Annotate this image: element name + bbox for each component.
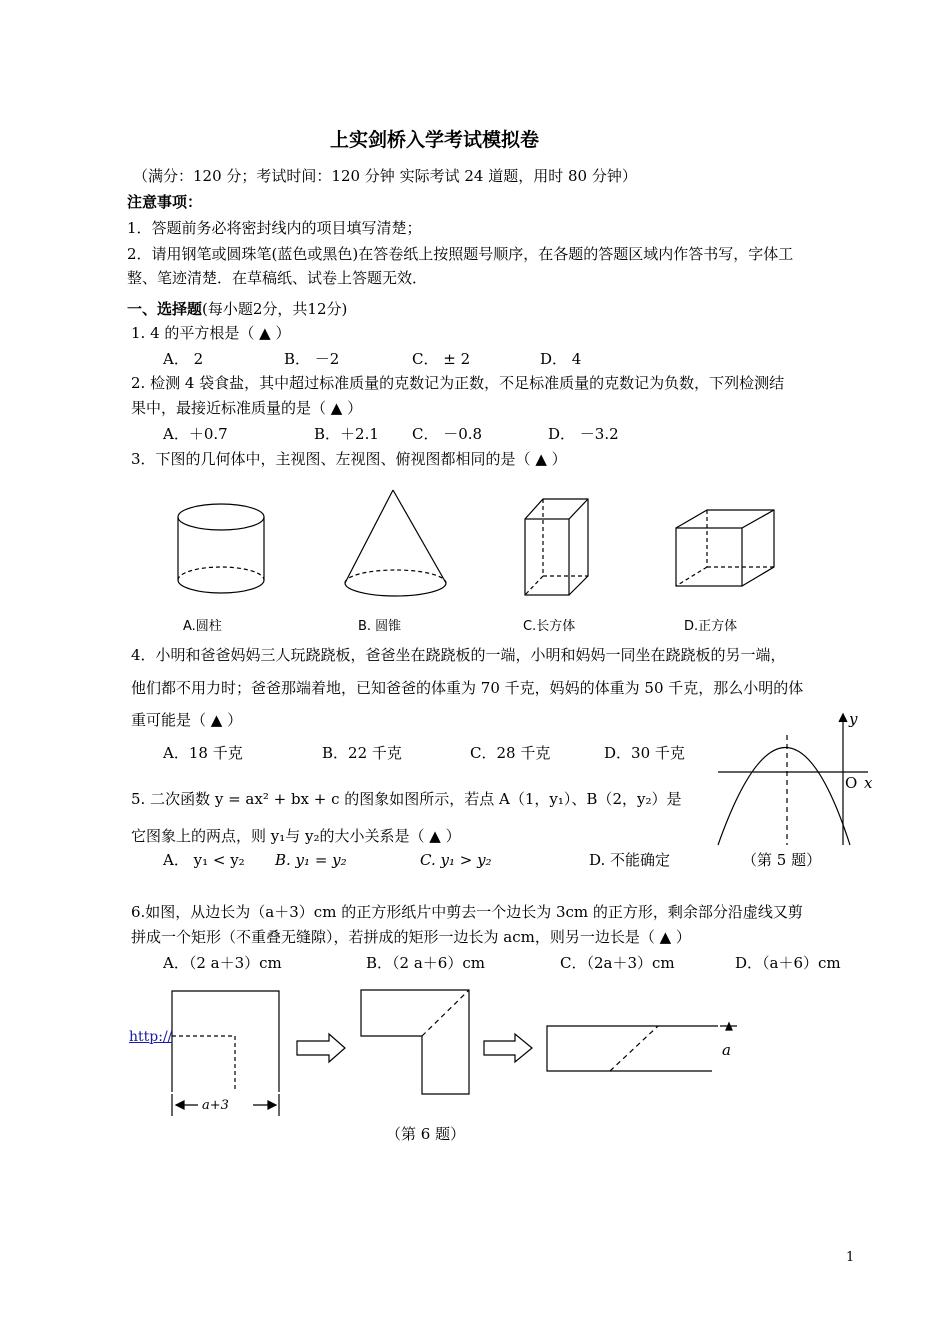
note-item: 1．答题前务必将密封线内的项目填写清楚； [127, 219, 422, 237]
note-item: 整、笔迹清楚．在草稿纸、试卷上答题无效． [127, 269, 428, 287]
page-number: 1 [846, 1250, 855, 1265]
q4-option-c: C．28 千克 [470, 744, 551, 762]
exam-info: （满分：120 分；考试时间：120 分钟 实际考试 24 道题，用时 80 分钟） [133, 167, 637, 185]
arrow-right-icon [484, 1034, 532, 1062]
q4-stem-line2: 他们都不用力时；爸爸那端着地，已知爸爸的体重为 70 千克，妈妈的体重为 50 千克，那么小明的体 [131, 679, 804, 697]
q6-stem-line1: 6.如图，从边长为（a＋3）cm 的正方形纸片中剪去一个边长为 3cm 的正方形，剩余部分沿虚线又剪 [131, 903, 803, 921]
q1-option-a: A． 2 [163, 350, 204, 368]
rectangle-figure [547, 1023, 737, 1071]
q4-stem-line3: 重可能是（ ▲ ） [131, 711, 243, 729]
cylinder-figure [178, 504, 264, 593]
axis-label-x: x [864, 774, 873, 792]
q6-stem-line2: 拼成一个矩形（不重叠无缝隙），若拼成的矩形一边长为 acm，则另一边长是（ ▲ ） [131, 928, 691, 946]
q6-option-d: D．（a＋6）cm [735, 954, 841, 972]
side-label: a [722, 1041, 731, 1059]
l-shape-figure [361, 990, 469, 1094]
http-link[interactable]: http:// [129, 1029, 173, 1045]
origin-label: O [845, 774, 858, 792]
section-note: (每小题2分，共12分) [202, 300, 348, 318]
notes-heading: 注意事项： [127, 193, 203, 211]
arrow-right-icon [297, 1034, 345, 1062]
q6-option-b: B．（2 a＋6）cm [366, 954, 485, 972]
q2-option-b: B．＋2.1 [314, 425, 379, 443]
q5-figure-caption: （第 5 题） [742, 851, 822, 869]
q3-caption-a: A.圆柱 [183, 619, 222, 634]
q6-option-a: A．（2 a＋3）cm [163, 954, 282, 972]
parabola-curve [718, 748, 850, 846]
page-title: 上实剑桥入学考试模拟卷 [330, 129, 540, 151]
section-label: 一、选择题 [127, 300, 203, 318]
q2-stem-line1: 2. 检测 4 袋食盐，其中超过标准质量的克数记为正数，不足标准质量的克数记为负数，下列检测结 [131, 374, 785, 392]
q1-option-b: B． －2 [284, 350, 340, 368]
q4-option-a: A．18 千克 [163, 744, 243, 762]
cube-figure [676, 510, 774, 586]
q4-option-b: B．22 千克 [322, 744, 402, 762]
q2-option-c: C． －0.8 [412, 425, 483, 443]
q1-option-c: C． ± 2 [412, 350, 471, 368]
q2-stem-line2: 果中，最接近标准质量的是（ ▲ ） [131, 399, 363, 417]
q5-stem-line2: 它图象上的两点，则 y₁与 y₂的大小关系是（ ▲ ） [131, 827, 461, 845]
q2-option-a: A．＋0.7 [163, 425, 228, 443]
q5-option-d: D. 不能确定 [589, 851, 671, 869]
q5-stem-line1: 5. 二次函数 y = ax² + bx + c 的图象如图所示，若点 A（1，y₁）、B（2，y₂）是 [131, 790, 682, 808]
q3-caption-c: C.长方体 [523, 619, 576, 634]
q3-caption-d: D.正方体 [684, 619, 738, 634]
axis-label-y: y [849, 710, 858, 728]
q5-option-b: B. y₁ = y₂ [275, 851, 347, 869]
q1-option-d: D． 4 [540, 350, 582, 368]
q6-option-c: C．（2a＋3）cm [560, 954, 675, 972]
dimension-label: a+3 [202, 1098, 229, 1113]
q4-stem-line1: 4．小明和爸爸妈妈三人玩跷跷板，爸爸坐在跷跷板的一端，小明和妈妈一同坐在跷跷板的另一端， [131, 646, 786, 664]
q5-option-c: C. y₁ > y₂ [420, 851, 492, 869]
cuboid-figure [525, 499, 588, 595]
cone-figure [345, 490, 446, 596]
q3-caption-b: B. 圆锥 [358, 619, 402, 634]
q1-stem: 1. 4 的平方根是（ ▲ ） [131, 324, 291, 342]
q2-option-d: D． －3.2 [548, 425, 619, 443]
q4-option-d: D．30 千克 [604, 744, 685, 762]
note-item: 2．请用钢笔或圆珠笔(蓝色或黑色)在答卷纸上按照题号顺序，在各题的答题区域内作答书写，字体工 [127, 245, 794, 263]
q3-stem: 3．下图的几何体中，主视图、左视图、俯视图都相同的是（ ▲ ） [131, 450, 567, 468]
q6-figure-caption: （第 6 题） [386, 1125, 466, 1143]
q5-option-a: A． y₁ < y₂ [163, 851, 245, 869]
